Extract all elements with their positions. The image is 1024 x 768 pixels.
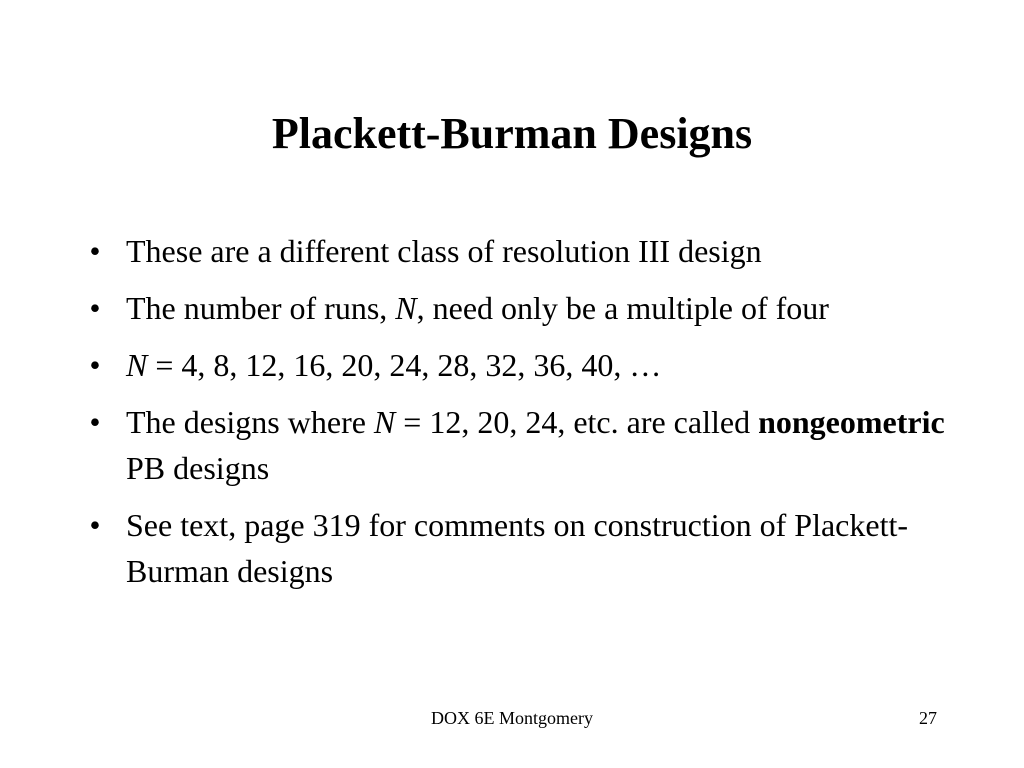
term-nongeometric: nongeometric (758, 404, 945, 440)
bullet-text-pre: The number of runs, (126, 290, 396, 326)
bullet-text-post: , need only be a multiple of four (416, 290, 829, 326)
variable-n: N (395, 290, 417, 326)
bullet-icon: • (89, 404, 101, 440)
bullet-text-post: PB designs (126, 450, 270, 486)
slide-title: Plackett-Burman Designs (271, 109, 753, 158)
bullet-item-nongeometric (85, 399, 955, 491)
bullet-icon: • (89, 233, 101, 269)
bullet-item-see-text (85, 502, 955, 594)
bullet-text-mid: = 12, 20, 24, etc. are called (395, 404, 759, 440)
bullet-item-number-of-runs (85, 285, 955, 331)
variable-n: N (373, 404, 396, 440)
variable-n: N (126, 347, 148, 383)
bullet-item-run-sizes (85, 342, 955, 388)
bullet-text-pre: The designs where (126, 404, 374, 440)
bullet-icon: • (89, 347, 101, 383)
bullet-text: See text, page 319 for comments on construction of Plackett-Burman designs (126, 507, 909, 589)
bullet-text-post: = 4, 8, 12, 16, 20, 24, 28, 32, 36, 40, … (147, 347, 662, 383)
bullet-icon: • (89, 507, 101, 543)
bullet-icon: • (89, 290, 101, 326)
page-number: 27 (919, 708, 937, 728)
bullet-list (85, 228, 955, 605)
bullet-text: These are a different class of resolution III design (126, 233, 762, 269)
footer-source: DOX 6E Montgomery (431, 708, 593, 728)
bullet-item-resolution-class (85, 228, 955, 274)
